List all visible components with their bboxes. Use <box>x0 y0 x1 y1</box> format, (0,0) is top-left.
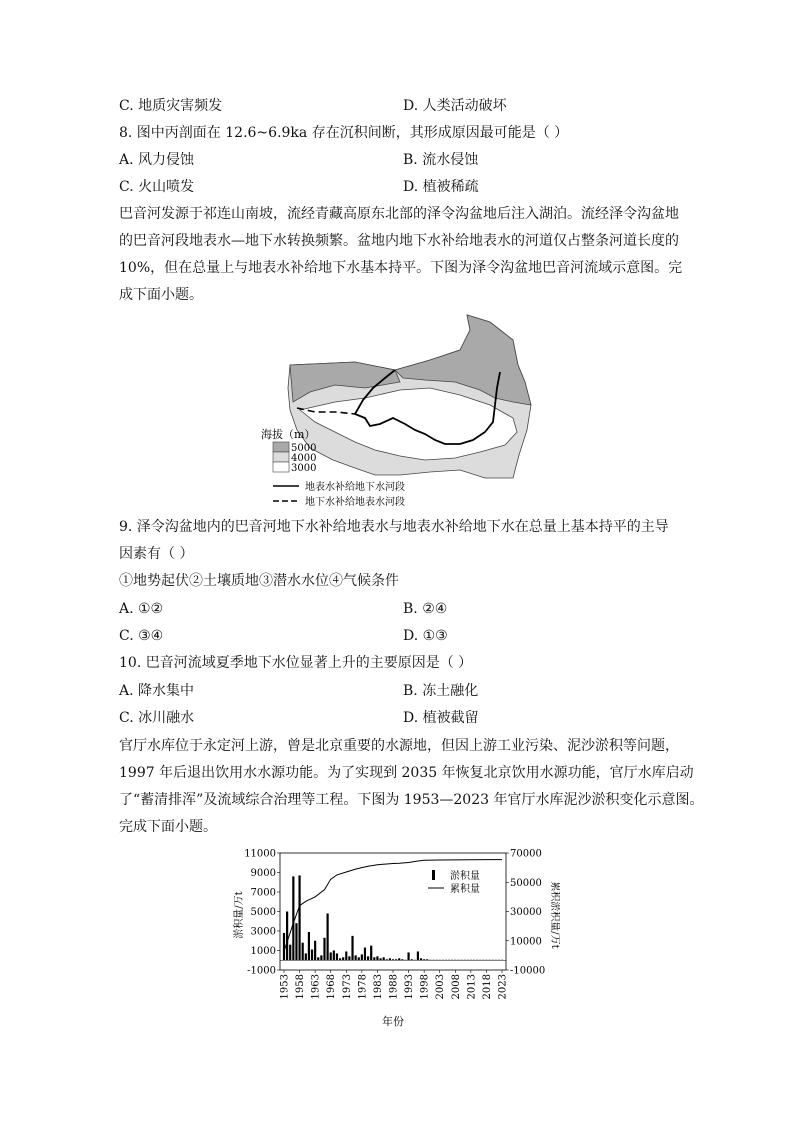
passage2-line: 了“蓄清排浑”及流域综合治理等工程。下图为 1953—2023 年官厅水库泥沙淤积变化示意图。 <box>119 792 704 808</box>
q7-option-d: D. 人类活动破坏 <box>403 98 507 114</box>
x-tick-label: 2018 <box>481 974 493 1000</box>
x-tick-label: 1953 <box>279 974 291 1000</box>
x-tick-label: 2003 <box>435 974 447 1000</box>
passage2-line: 官厅水库位于永定河上游，曾是北京重要的水源地，但因上游工业污染、泥沙淤积等问题， <box>119 738 679 754</box>
sediment-bar <box>327 913 329 960</box>
x-tick-label: 2023 <box>497 974 509 1000</box>
x-tick-label: 1993 <box>404 974 416 1000</box>
sediment-bar <box>454 960 456 961</box>
y-tick-label: 1000 <box>250 946 276 957</box>
legend-solid-label: 地表水补给地下水河段 <box>305 482 405 493</box>
x-tick-label: 1958 <box>295 974 307 1000</box>
sediment-bar <box>479 960 481 961</box>
sediment-bar <box>364 948 366 961</box>
sediment-bar <box>448 960 450 961</box>
sediment-bar <box>464 960 466 961</box>
sediment-bar <box>482 960 484 961</box>
sediment-bar <box>498 960 500 961</box>
x-tick-label: 1983 <box>372 974 384 1000</box>
sediment-bar <box>323 938 325 960</box>
q10-option-a: A. 降水集中 <box>119 683 195 699</box>
q10-option-d: D. 植被截留 <box>403 710 479 726</box>
sediment-bar <box>355 955 357 960</box>
q8-stem: 8. 图中丙剖面在 12.6~6.9ka 存在沉积间断，其形成原因最可能是（ ） <box>119 125 569 141</box>
x-tick-label: 1963 <box>310 974 322 1000</box>
legend-title: 海拔（m） <box>261 428 316 441</box>
sediment-bar <box>442 960 444 961</box>
y2-axis-title: 累积淤积量/万t <box>549 881 560 949</box>
y-tick-label: 7000 <box>250 887 276 899</box>
sediment-bar <box>298 875 300 960</box>
sediment-bar <box>305 953 307 960</box>
sediment-bar <box>395 959 397 960</box>
sediment-bar <box>295 923 297 960</box>
x-tick-label: 1968 <box>326 974 338 1000</box>
q9-option-d: D. ①③ <box>403 628 448 644</box>
sediment-bar <box>473 960 475 961</box>
x-tick-label: 2013 <box>466 974 478 1000</box>
sediment-bar <box>317 957 319 960</box>
sediment-bar <box>485 960 487 961</box>
sediment-bar <box>460 960 462 961</box>
sediment-bar <box>283 933 285 960</box>
y2-tick-label: 50000 <box>510 877 542 889</box>
passage1-line: 10%，但在总量上与地表水补给地下水基本持平。下图为泽令沟盆地巴音河流域示意图。完 <box>119 260 683 276</box>
sediment-bar <box>401 959 403 960</box>
legend-5000: 5000 <box>291 443 317 454</box>
q9-option-b: B. ②④ <box>403 601 448 617</box>
x-axis-title: 年份 <box>382 1015 404 1028</box>
sediment-bar <box>398 958 400 960</box>
legend-bar-label: 淤积量 <box>450 871 480 882</box>
sediment-bar <box>429 960 431 961</box>
passage2-line: 完成下面小题。 <box>119 819 217 835</box>
legend-swatch-4000 <box>273 452 289 462</box>
x-tick-label: 1988 <box>388 974 400 1000</box>
passage1-line: 巴音河发源于祁连山南坡，流经青藏高原东北部的泽令沟盆地后注入湖泊。流经泽令沟盆地 <box>119 206 679 222</box>
y-axis-title: 淤积量/万t <box>234 891 245 939</box>
basin-map <box>255 310 545 515</box>
q8-option-b: B. 流水侵蚀 <box>403 152 479 168</box>
sediment-bar <box>457 960 459 961</box>
sediment-bar <box>501 960 503 961</box>
q9-stem-cont: 因素有（ ） <box>119 546 194 562</box>
x-tick-label: 2008 <box>450 974 462 1000</box>
legend-bar-swatch <box>432 870 435 880</box>
q8-option-c: C. 火山喷发 <box>119 179 195 195</box>
sediment-bar <box>367 956 369 960</box>
y2-tick-label: -10000 <box>510 965 546 977</box>
sediment-bar <box>292 876 294 960</box>
q7-option-c: C. 地质灾害频发 <box>119 98 223 114</box>
sediment-bar <box>373 957 375 960</box>
sediment-bar <box>370 946 372 961</box>
legend-swatch-5000 <box>273 442 289 452</box>
y-tick-label: -1000 <box>247 965 276 977</box>
x-tick-label: 1998 <box>419 974 431 1000</box>
sediment-bar <box>289 945 291 961</box>
sediment-bar <box>302 943 304 961</box>
q10-option-c: C. 冰川融水 <box>119 710 195 726</box>
x-tick-label: 1978 <box>357 974 369 1000</box>
legend-line-label: 累积量 <box>450 884 480 895</box>
q8-option-d: D. 植被稀疏 <box>403 179 479 195</box>
sediment-bar <box>348 956 350 960</box>
y-tick-label: 9000 <box>250 868 276 879</box>
passage1-line: 的巴音河段地表水—地下水转换频繁。盆地内地下水补给地表水的河道仅占整条河道长度的 <box>119 233 679 249</box>
passage2-line: 1997 年后退出饮用水水源功能。为了实现到 2035 年恢复北京饮用水源功能，官厅水库启动 <box>119 765 694 781</box>
sediment-bar <box>488 960 490 961</box>
y2-tick-label: 70000 <box>510 848 542 860</box>
q9-option-c: C. ③④ <box>119 628 164 644</box>
x-tick-label: 1973 <box>341 974 353 1000</box>
sediment-bar <box>389 958 391 960</box>
sediment-bar <box>470 960 472 961</box>
sediment-bar <box>361 954 363 960</box>
sediment-bar <box>342 957 344 960</box>
sediment-bar <box>420 958 422 960</box>
sediment-bar <box>336 953 338 960</box>
sediment-bar <box>314 941 316 961</box>
sediment-chart <box>230 845 560 1030</box>
sediment-bar <box>392 959 394 960</box>
y2-tick-label: 10000 <box>510 936 542 948</box>
y2-tick-label: 30000 <box>510 907 542 918</box>
sediment-bar <box>358 957 360 960</box>
q8-option-a: A. 风力侵蚀 <box>119 152 195 168</box>
y-tick-label: 11000 <box>244 848 276 860</box>
sediment-bar <box>351 936 353 960</box>
sediment-bar <box>426 959 428 960</box>
sediment-bar <box>476 960 478 961</box>
q9-factors: ①地势起伏②土壤质地③潜水水位④气候条件 <box>119 573 399 589</box>
q10-option-b: B. 冻土融化 <box>403 683 479 699</box>
sediment-bar <box>495 960 497 961</box>
sediment-bar <box>308 932 310 960</box>
y-tick-label: 3000 <box>250 926 276 938</box>
y-tick-label: 5000 <box>250 907 276 918</box>
legend-4000: 4000 <box>291 453 317 464</box>
sediment-bar <box>320 955 322 960</box>
sediment-bar <box>330 952 332 960</box>
sediment-bar <box>423 959 425 960</box>
sediment-bar <box>414 960 416 961</box>
q9-option-a: A. ①② <box>119 601 164 617</box>
sediment-bar <box>436 960 438 961</box>
legend-3000: 3000 <box>291 463 317 474</box>
sediment-bar <box>386 959 388 960</box>
sediment-bar <box>445 960 447 961</box>
sediment-bar <box>345 951 347 960</box>
sediment-bar <box>339 958 341 960</box>
sediment-bar <box>311 950 313 961</box>
sediment-bar <box>411 959 413 960</box>
sediment-bar <box>439 960 441 961</box>
sediment-bar <box>467 960 469 961</box>
sediment-bar <box>404 960 406 961</box>
sediment-bar <box>376 956 378 960</box>
sediment-bar <box>451 960 453 961</box>
sediment-bar <box>492 960 494 961</box>
sediment-bar <box>417 951 419 960</box>
q9-stem: 9. 泽令沟盆地内的巴音河地下水补给地表水与地表水补给地下水在总量上基本持平的主导 <box>119 519 669 535</box>
passage1-line: 成下面小题。 <box>119 287 203 303</box>
legend-swatch-3000 <box>273 462 289 472</box>
sediment-bar <box>383 957 385 960</box>
sediment-bar <box>407 952 409 960</box>
q10-stem: 10. 巴音河流域夏季地下水位显著上升的主要原因是（ ） <box>119 655 473 671</box>
legend-dashed-label: 地下水补给地表水河段 <box>305 497 405 508</box>
sediment-bar <box>432 960 434 961</box>
sediment-bar <box>286 912 288 961</box>
sediment-bar <box>333 951 335 961</box>
sediment-bar <box>379 958 381 960</box>
